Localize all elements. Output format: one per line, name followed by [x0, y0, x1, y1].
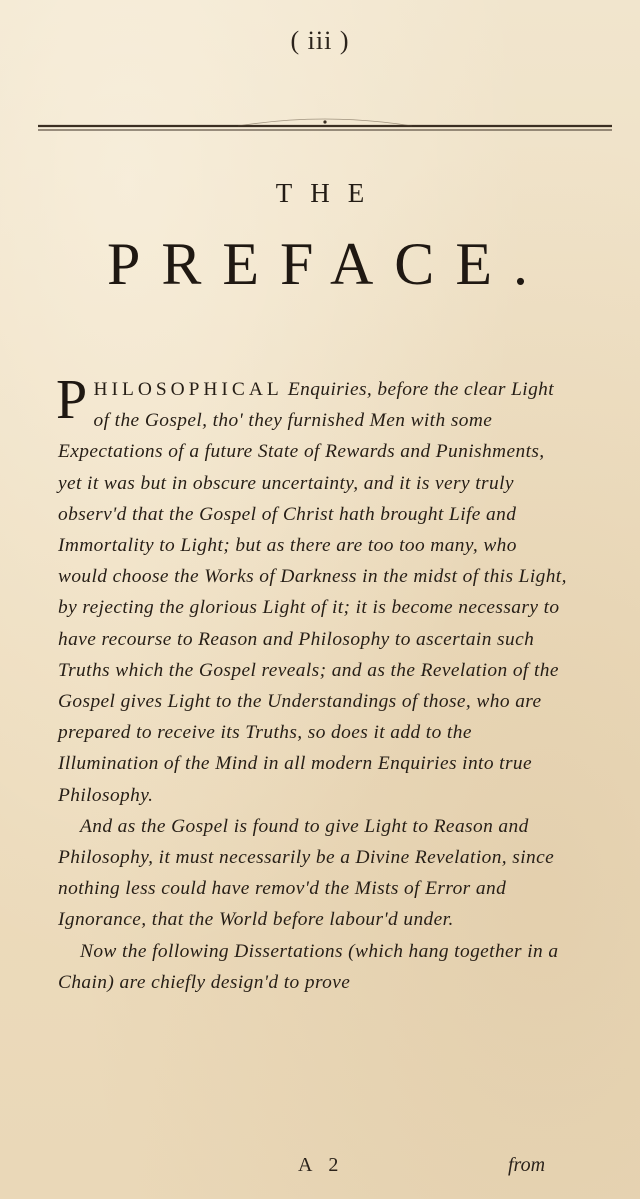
paragraph-3: Now the following Dissertations (which hang together in a Chain) are chiefly design'd to prove	[58, 940, 559, 993]
drop-cap: P	[56, 369, 88, 431]
page-number: ( iii )	[290, 26, 350, 55]
paragraph-1	[56, 369, 570, 811]
heading-preface: PREFACE.	[107, 231, 549, 297]
paragraph-2: And as the Gospel is found to give Light to Reason and Philosophy, it must necessarily be a Divine Revelation, since nothing less could have remov'd the Mists of Error and Ignorance, that the World before labour'd under.	[58, 815, 555, 931]
head-ornament	[38, 106, 612, 140]
paragraph-1-opening-words: HILOSOPHICAL	[93, 379, 283, 400]
preface-body	[56, 369, 570, 998]
paragraph-1-text: Enquiries, before the clear Light of the Gospel, tho' they furnished Men with some Expectations of a future State of Rewards and Punishments, yet it was but in obscure uncertainty, and it is very truly observ'd that the Gospel of Christ hath brought Life and Immortality to Light; but as there are too too many, who would choose the Works of Darkness in the midst of this Light, by rejecting the glorious Light of it; it is become necessary to have recourse to Reason and Philosophy to ascertain such Truths which the Gospel reveals; and as the Revelation of the Gospel gives Light to the Understandings of those, who are prepared to receive its Truths, so does it add to the Illumination of the Mind in all modern Enquiries into true Philosophy.	[58, 379, 567, 806]
catchword: from	[508, 1154, 546, 1176]
signature-mark: A 2	[298, 1154, 345, 1176]
heading-the: THE	[275, 178, 383, 208]
